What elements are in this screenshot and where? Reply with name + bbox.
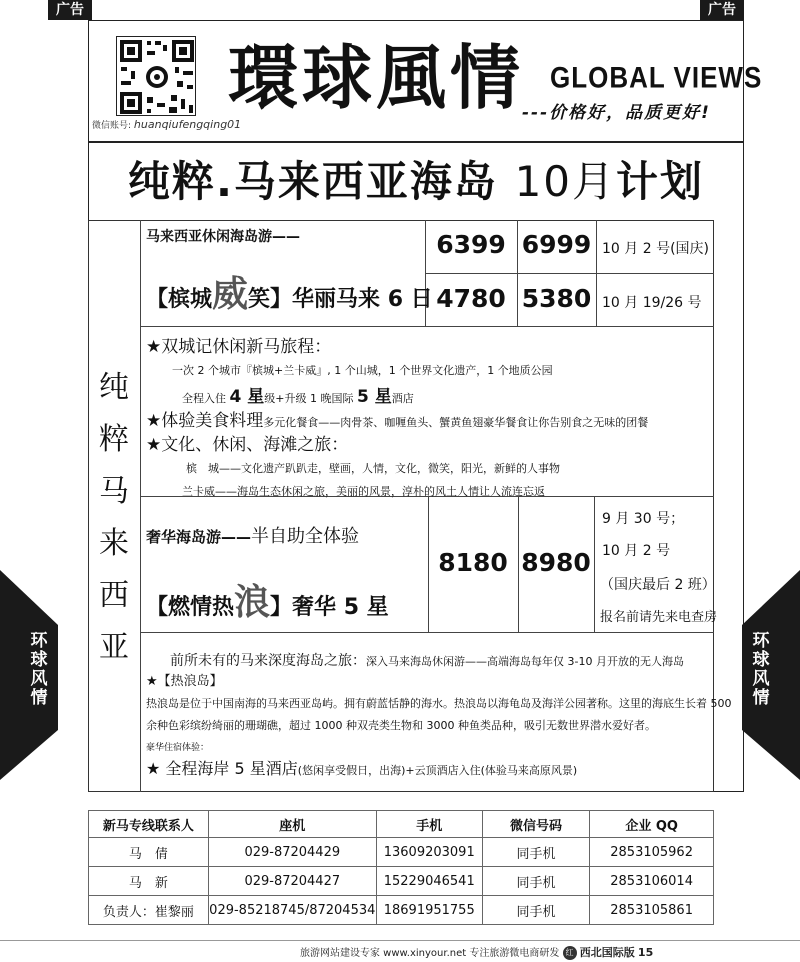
feature-heading: ★文化、休闲、海滩之旅： <box>146 435 349 455</box>
footer-text: 旅游网站建设专家 www.xinyour.net 专注旅游微电商研发 <box>300 948 560 959</box>
departure-date: 10 月 2 号 <box>602 543 671 559</box>
title-month: 10月 <box>514 157 617 206</box>
mobile: 15229046541 <box>376 867 482 896</box>
brand-english: GLOBAL VIEWS <box>550 60 763 95</box>
divider <box>140 220 141 792</box>
qq: 2853105861 <box>590 896 714 925</box>
divider <box>594 496 595 632</box>
table-row <box>89 896 714 925</box>
price: 4780 <box>436 284 506 313</box>
slogan: ---价格好，品质更好! <box>522 103 711 123</box>
side-char: 西 <box>99 578 129 613</box>
star-rating: 5 星 <box>356 387 392 407</box>
table-row <box>89 838 714 867</box>
text: 多元化餐食——肉骨茶、咖喱鱼头、蟹黄鱼翅豪华餐食让你告别食之无味的团餐 <box>263 416 649 429</box>
footer-divider <box>0 940 800 941</box>
text: 酒店 <box>391 392 414 405</box>
tour1-name: 马来西亚休闲海岛游—— <box>146 229 300 245</box>
landline: 029-85218745/87204534 <box>208 896 376 925</box>
qq: 2853105962 <box>590 838 714 867</box>
mobile: 18691951755 <box>376 896 482 925</box>
table-header <box>89 811 714 838</box>
text: 【燃情热 <box>146 595 235 620</box>
contact-name: 负责人：崔黎丽 <box>89 896 209 925</box>
feature-heading <box>146 406 648 431</box>
price: 6399 <box>436 230 506 259</box>
text: 前所未有的马来深度海岛之旅： <box>170 653 366 669</box>
price: 5380 <box>521 284 592 313</box>
side-char: 粹 <box>99 422 129 457</box>
tour2-subtitle <box>146 574 389 625</box>
wechat-id: huanqiufengqing01 <box>133 118 242 131</box>
text: 奢华海岛游—— <box>146 528 252 546</box>
feature-line: 槟 城——文化遗产趴趴走，壁画，人情，文化，微笑，阳光，新鲜的人事物 <box>186 462 560 475</box>
column-header: 手机 <box>376 811 482 838</box>
column-header: 企业 QQ <box>590 811 714 838</box>
tour1-sub-big: 威 <box>212 274 249 315</box>
star-rating: 4 星 <box>229 387 265 407</box>
side-char: 来 <box>99 526 129 561</box>
text: 级+升级 1 晚国际 <box>264 392 354 405</box>
qq: 2853106014 <box>590 867 714 896</box>
price: 8180 <box>438 548 508 577</box>
departure-date: 10 月 2 号(国庆) <box>602 241 709 257</box>
text: 】奢华 5 星 <box>270 595 389 620</box>
landline: 029-87204427 <box>208 867 376 896</box>
feature-heading <box>170 650 684 670</box>
ad-tag-right: 广告 <box>700 0 744 20</box>
text: 浪 <box>234 582 271 623</box>
tour1-sub-post: 笑】华丽马来 6 日 <box>248 287 433 312</box>
page-title <box>92 152 740 212</box>
tour1-subtitle <box>146 266 433 317</box>
feature-line: 一次 2 个城市『槟城+兰卡威』, 1 个山城，1 个世界文化遗产，1 个地质公园 <box>172 364 553 377</box>
wechat: 同手机 <box>482 896 590 925</box>
divider <box>140 632 714 633</box>
feature-line: 兰卡威——海岛生态休闲之旅，美丽的风景，淳朴的风土人情让人流连忘返 <box>182 485 545 498</box>
side-char: 纯 <box>99 370 129 405</box>
footer <box>300 944 653 960</box>
text: ★ 全程海岸 5 星酒店 <box>146 759 298 778</box>
column-header: 新马专线联系人 <box>89 811 209 838</box>
wechat-account <box>92 118 241 131</box>
text: 全程入住 <box>182 392 226 405</box>
contact-table <box>88 810 714 925</box>
column-header: 微信号码 <box>482 811 590 838</box>
text: ★体验美食料理 <box>146 411 264 431</box>
tour1-sub-pre: 【槟城 <box>146 287 213 312</box>
side-banner-text-right: 环球风情 <box>752 631 770 708</box>
contact-name: 马 倩 <box>89 838 209 867</box>
tour2-name <box>146 522 359 548</box>
logo-title: 環球風情 <box>228 36 524 119</box>
text: (悠闲享受假日，出海)+云顶酒店入住(体验马来高原风景) <box>297 764 578 777</box>
page-number: 15 <box>637 946 654 959</box>
divider <box>425 273 714 274</box>
feature-heading: ★双城记休闲新马旅程： <box>146 337 332 357</box>
side-label <box>88 362 140 674</box>
hotel-label: 豪华住宿体验： <box>146 743 210 753</box>
island-heading: ★【热浪岛】 <box>146 674 223 689</box>
price: 8980 <box>521 548 591 577</box>
badge-icon: 红 <box>563 946 577 960</box>
island-description: 热浪岛是位于中国南海的马来西亚岛屿。拥有蔚蓝恬静的海水。热浪岛以海龟岛及海洋公园著称。这里的海底生长着 500 <box>146 697 732 710</box>
departure-date: 9 月 30 号； <box>602 511 685 527</box>
booking-note: 报名前请先来电查房 <box>600 610 718 625</box>
departure-note: （国庆最后 2 班） <box>600 577 716 593</box>
side-char: 亚 <box>99 630 129 665</box>
feature-line <box>182 382 414 407</box>
landline: 029-87204429 <box>208 838 376 867</box>
edition: 西北国际版 <box>579 946 635 959</box>
title-plan: 计划 <box>616 157 705 206</box>
title-main: 纯粹.马来西亚海岛 <box>127 157 498 206</box>
price: 6999 <box>521 230 592 259</box>
table-row <box>89 867 714 896</box>
ad-tag-left: 广告 <box>48 0 92 20</box>
column-header: 座机 <box>208 811 376 838</box>
mobile: 13609203091 <box>376 838 482 867</box>
hotel-line <box>146 756 577 779</box>
wechat-label: 微信账号: <box>92 121 132 131</box>
side-char: 马 <box>99 474 129 509</box>
wechat: 同手机 <box>482 867 590 896</box>
qr-code-icon <box>116 36 196 116</box>
divider <box>140 326 714 327</box>
text: 深入马来海岛休闲游——高端海岛每年仅 3-10 月开放的无人海岛 <box>366 655 684 668</box>
contact-name: 马 新 <box>89 867 209 896</box>
departure-date: 10 月 19/26 号 <box>602 295 702 311</box>
side-banner-text-left: 环球风情 <box>30 631 48 708</box>
island-description: 余种色彩缤纷绮丽的珊瑚礁，超过 1000 种双壳类生物和 3000 种鱼类品种，吸引无数世界潜水爱好者。 <box>146 719 656 732</box>
text: 半自助全体验 <box>251 526 360 547</box>
wechat: 同手机 <box>482 838 590 867</box>
